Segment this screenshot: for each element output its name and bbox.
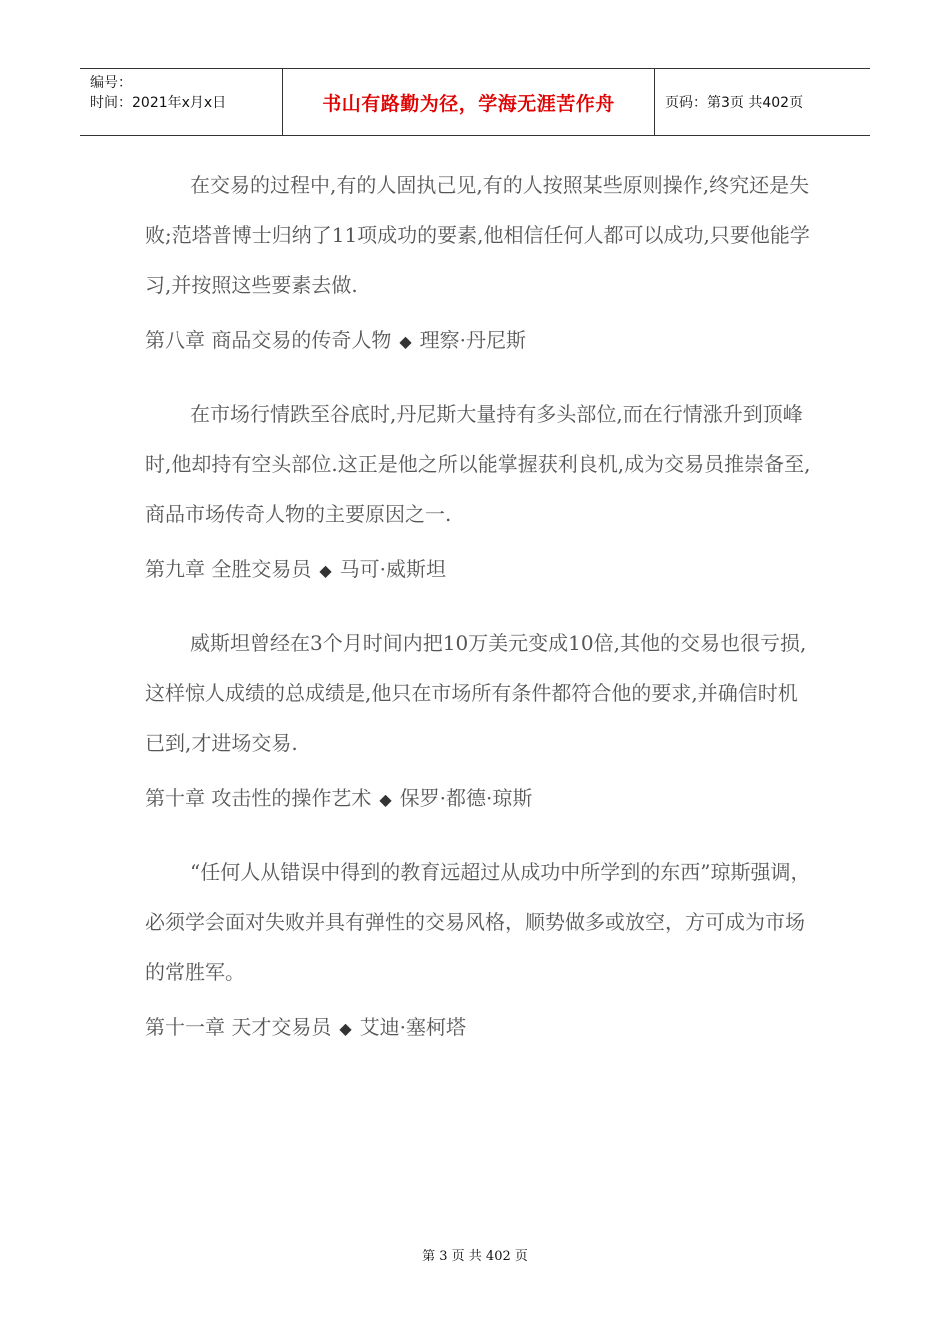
- chapter-heading: [145, 557, 815, 583]
- diamond-icon: ◆: [339, 1019, 352, 1038]
- page-footer: [0, 1245, 950, 1264]
- diamond-icon: ◆: [399, 332, 412, 351]
- page-info: 页码：第3页 共402页: [665, 95, 804, 111]
- chapter-heading: [145, 328, 815, 354]
- chapter-title: 第九章 全胜交易员: [145, 557, 312, 581]
- chapter-person: 马可·威斯坦: [339, 557, 447, 581]
- paragraph: 在市场行情跌至谷底时,丹尼斯大量持有多头部位,而在行情涨升到顶峰时,他却持有空头部位.这正是他之所以能掌握获利良机,成为交易员推崇备至,商品市场传奇人物的主要原因之一.: [145, 402, 811, 526]
- header-motto-cell: [282, 69, 655, 135]
- chapter-title: 第八章 商品交易的传奇人物: [145, 328, 392, 352]
- chapter-person: 理察·丹尼斯: [419, 328, 527, 352]
- paragraph: 在交易的过程中,有的人固执己见,有的人按照某些原则操作,终究还是失败;范塔普博士归纳了11项成功的要素,他相信任何人都可以成功,只要他能学习,并按照这些要素去做.: [145, 173, 810, 297]
- header-left-cell: [80, 69, 282, 135]
- diamond-icon: ◆: [379, 790, 392, 809]
- chapter-person: 艾迪·塞柯塔: [359, 1015, 467, 1039]
- date-label: 时间：2021年x月x日: [90, 95, 227, 111]
- footer-page-number: 第 3 页 共 402 页: [422, 1249, 528, 1264]
- document-body: [145, 160, 815, 1041]
- chapter-heading: [145, 786, 815, 812]
- chapter-title: 第十章 攻击性的操作艺术: [145, 786, 372, 810]
- motto-text: 书山有路勤为径，学海无涯苦作舟: [322, 92, 615, 115]
- number-label: 编号：: [90, 75, 132, 91]
- chapter-title: 第十一章 天才交易员: [145, 1015, 332, 1039]
- header-table: [80, 68, 870, 136]
- diamond-icon: ◆: [319, 561, 332, 580]
- paragraph: 威斯坦曾经在3个月时间内把10万美元变成10倍,其他的交易也很亏损,这样惊人成绩的总成绩是,他只在市场所有条件都符合他的要求,并确信时机已到,才进场交易.: [145, 631, 807, 755]
- chapter-person: 保罗·都德·琼斯: [399, 786, 533, 810]
- chapter-heading: [145, 1015, 815, 1041]
- header-page-cell: [655, 69, 870, 135]
- paragraph: “任何人从错误中得到的教育远超过从成功中所学到的东西”琼斯强调，必须学会面对失败并具有弹性的交易风格，顺势做多或放空，方可成为市场的常胜军。: [145, 860, 811, 984]
